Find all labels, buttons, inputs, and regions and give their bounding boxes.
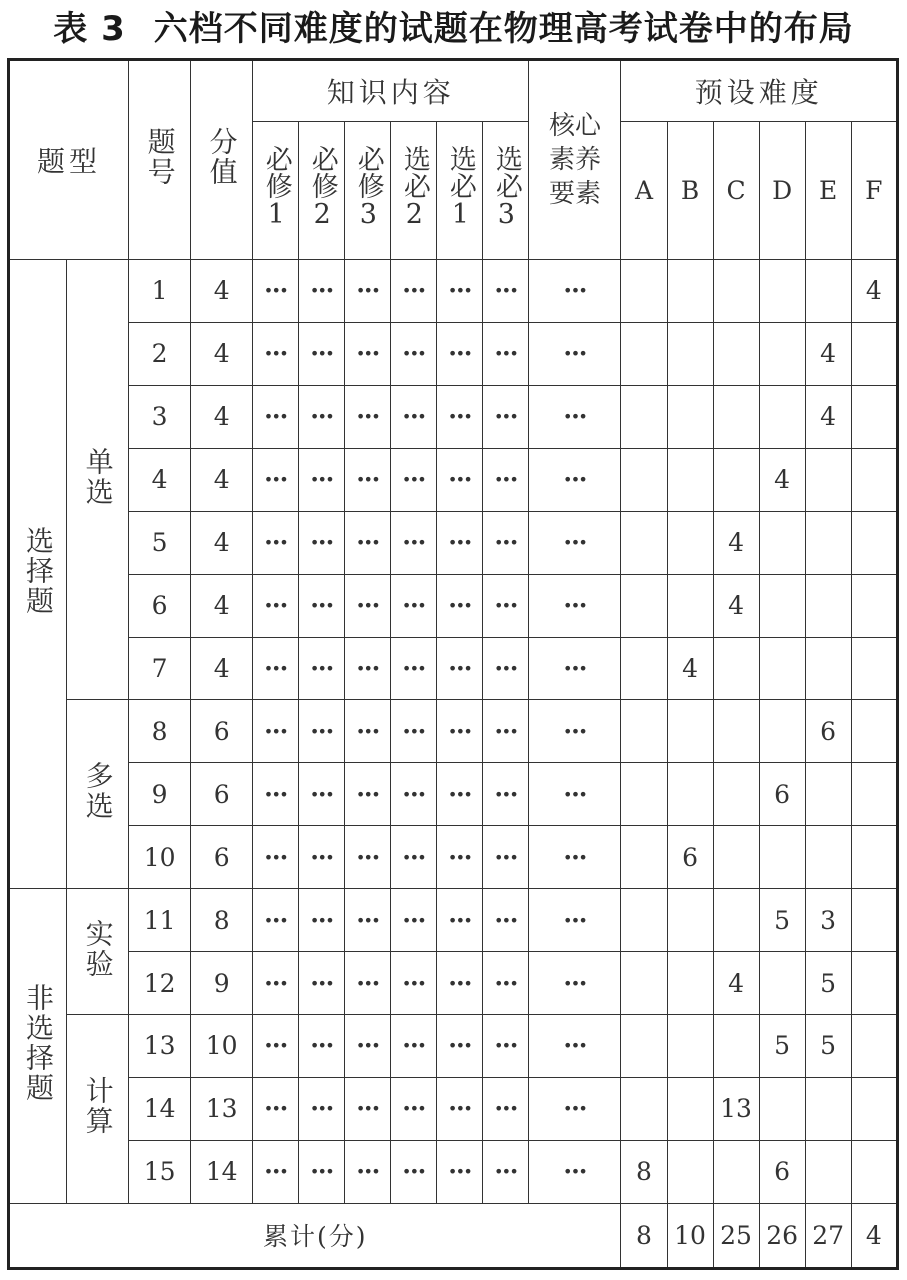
level-cell [667,700,713,763]
group-choice [9,259,67,888]
header-knowledge-1 [253,121,299,259]
table-row [9,637,898,700]
knowledge-cell: ··· [437,574,483,637]
core-cell: ··· [529,1015,621,1078]
level-cell: 4 [759,448,805,511]
core-cell: ··· [529,637,621,700]
knowledge-cell: ··· [299,1140,345,1203]
table-row [9,952,898,1015]
level-cell [759,574,805,637]
group-single-label: 单选 [81,446,115,507]
level-cell [621,322,667,385]
level-cell [621,637,667,700]
level-cell [621,889,667,952]
knowledge-cell: ··· [345,1077,391,1140]
knowledge-cell: ··· [483,322,529,385]
level-cell [667,448,713,511]
knowledge-cell: ··· [483,700,529,763]
table-row [9,574,898,637]
knowledge-cell: ··· [391,1077,437,1140]
group-experiment [67,889,129,1015]
level-cell [851,763,897,826]
knowledge-cell: ··· [437,889,483,952]
level-cell [713,889,759,952]
level-cell [759,1077,805,1140]
knowledge-cell: ··· [483,385,529,448]
knowledge-cell: ··· [253,700,299,763]
knowledge-cell: ··· [483,1140,529,1203]
question-score: 4 [191,259,253,322]
knowledge-col-label: 必修3 [352,144,384,230]
question-no: 9 [129,763,191,826]
question-no: 11 [129,889,191,952]
knowledge-cell: ··· [483,1077,529,1140]
question-no: 2 [129,322,191,385]
core-cell: ··· [529,322,621,385]
level-cell [621,826,667,889]
knowledge-cell: ··· [437,700,483,763]
knowledge-cell: ··· [299,511,345,574]
group-multi-label: 多选 [81,761,115,822]
knowledge-cell: ··· [345,1140,391,1203]
level-cell: 4 [713,511,759,574]
header-level-c: C [713,121,759,259]
knowledge-cell: ··· [483,952,529,1015]
knowledge-cell: ··· [253,259,299,322]
core-cell: ··· [529,259,621,322]
knowledge-cell: ··· [391,1015,437,1078]
table-body [9,60,898,1269]
core-cell: ··· [529,763,621,826]
knowledge-cell: ··· [437,259,483,322]
question-no: 12 [129,952,191,1015]
group-experiment-label: 实验 [81,918,115,979]
core-cell: ··· [529,1077,621,1140]
table-row [9,322,898,385]
question-no: 15 [129,1140,191,1203]
level-cell [759,511,805,574]
question-no: 13 [129,1015,191,1078]
table-row [9,1077,898,1140]
knowledge-cell: ··· [391,826,437,889]
knowledge-cell: ··· [253,1140,299,1203]
total-label: 累计(分) [9,1203,621,1268]
level-cell [805,637,851,700]
knowledge-cell: ··· [299,889,345,952]
level-cell [667,952,713,1015]
header-knowledge-3 [345,121,391,259]
knowledge-cell: ··· [391,700,437,763]
level-cell [805,1077,851,1140]
core-cell: ··· [529,511,621,574]
knowledge-cell: ··· [253,889,299,952]
knowledge-cell: ··· [391,385,437,448]
question-score: 13 [191,1077,253,1140]
core-cell: ··· [529,1140,621,1203]
question-no: 7 [129,637,191,700]
group-choice-label: 选择题 [22,526,56,617]
level-cell: 4 [713,574,759,637]
header-knowledge: 知识内容 [253,60,529,122]
knowledge-cell: ··· [391,889,437,952]
level-cell [805,1140,851,1203]
group-calc [67,1015,129,1204]
table-row [9,448,898,511]
level-cell: 4 [805,322,851,385]
question-score: 6 [191,763,253,826]
knowledge-cell: ··· [299,952,345,1015]
knowledge-cell: ··· [391,574,437,637]
knowledge-cell: ··· [299,322,345,385]
level-cell [713,700,759,763]
core-cell: ··· [529,448,621,511]
level-cell [667,574,713,637]
level-cell [851,700,897,763]
header-knowledge-2 [299,121,345,259]
level-cell: 6 [759,763,805,826]
knowledge-cell: ··· [391,259,437,322]
table-number: 表 3 [53,9,126,49]
level-cell [851,1140,897,1203]
table-row [9,826,898,889]
level-cell [713,1140,759,1203]
group-nonchoice [9,889,67,1204]
question-no: 1 [129,259,191,322]
question-score: 6 [191,700,253,763]
level-cell [759,700,805,763]
level-cell [713,637,759,700]
knowledge-cell: ··· [345,763,391,826]
group-calc-label: 计算 [81,1075,115,1136]
level-cell [667,763,713,826]
knowledge-col-label: 必修2 [306,144,338,230]
level-cell [759,637,805,700]
level-cell [759,259,805,322]
question-score: 10 [191,1015,253,1078]
level-cell: 6 [759,1140,805,1203]
level-cell [621,1015,667,1078]
knowledge-cell: ··· [345,385,391,448]
table-row [9,700,898,763]
level-cell [759,322,805,385]
knowledge-cell: ··· [345,511,391,574]
knowledge-cell: ··· [437,448,483,511]
knowledge-cell: ··· [483,889,529,952]
level-cell [851,1015,897,1078]
knowledge-cell: ··· [299,574,345,637]
level-cell [667,385,713,448]
question-score: 8 [191,889,253,952]
knowledge-cell: ··· [299,700,345,763]
knowledge-cell: ··· [345,700,391,763]
core-cell: ··· [529,574,621,637]
core-header-line: 素养 [548,144,601,175]
knowledge-cell: ··· [253,511,299,574]
level-cell [667,1140,713,1203]
knowledge-cell: ··· [391,637,437,700]
knowledge-cell: ··· [299,1077,345,1140]
level-cell [713,259,759,322]
knowledge-cell: ··· [345,259,391,322]
level-cell [621,448,667,511]
knowledge-cell: ··· [437,1077,483,1140]
level-cell [851,637,897,700]
total-value: 8 [621,1203,667,1268]
group-nonchoice-label: 非选择题 [22,982,56,1103]
knowledge-cell: ··· [437,385,483,448]
knowledge-cell: ··· [345,322,391,385]
level-cell [805,763,851,826]
knowledge-cell: ··· [483,259,529,322]
knowledge-cell: ··· [391,763,437,826]
question-score: 9 [191,952,253,1015]
core-cell: ··· [529,952,621,1015]
level-cell: 5 [805,1015,851,1078]
level-cell: 4 [713,952,759,1015]
knowledge-cell: ··· [299,385,345,448]
level-cell [667,1015,713,1078]
level-cell [667,1077,713,1140]
header-score: 分值 [191,60,253,260]
table-row [9,1140,898,1203]
knowledge-cell: ··· [299,826,345,889]
level-cell [851,889,897,952]
header-level-f: F [851,121,897,259]
table-row [9,385,898,448]
level-cell: 5 [759,1015,805,1078]
question-no: 5 [129,511,191,574]
knowledge-cell: ··· [483,637,529,700]
level-cell [621,763,667,826]
question-no: 10 [129,826,191,889]
knowledge-cell: ··· [253,826,299,889]
question-no: 14 [129,1077,191,1140]
core-cell: ··· [529,385,621,448]
knowledge-cell: ··· [299,1015,345,1078]
knowledge-cell: ··· [345,826,391,889]
knowledge-cell: ··· [345,952,391,1015]
knowledge-cell: ··· [437,1015,483,1078]
total-value: 25 [713,1203,759,1268]
question-score: 14 [191,1140,253,1203]
level-cell [851,448,897,511]
header-knowledge-6 [483,121,529,259]
question-no: 3 [129,385,191,448]
knowledge-cell: ··· [437,826,483,889]
header-level-d: D [759,121,805,259]
header-knowledge-4 [391,121,437,259]
level-cell: 3 [805,889,851,952]
total-value: 27 [805,1203,851,1268]
header-level-a: A [621,121,667,259]
knowledge-cell: ··· [253,385,299,448]
level-cell [667,322,713,385]
level-cell [713,448,759,511]
level-cell [759,826,805,889]
level-cell [851,322,897,385]
level-cell: 4 [851,259,897,322]
level-cell: 6 [805,700,851,763]
level-cell [805,826,851,889]
question-score: 4 [191,511,253,574]
level-cell [667,889,713,952]
knowledge-cell: ··· [299,259,345,322]
level-cell [713,1015,759,1078]
knowledge-cell: ··· [437,952,483,1015]
knowledge-cell: ··· [391,511,437,574]
group-multi [67,700,129,889]
level-cell [621,385,667,448]
core-cell: ··· [529,826,621,889]
group-single [67,259,129,699]
question-score: 4 [191,322,253,385]
header-level-b: B [667,121,713,259]
level-cell [759,952,805,1015]
question-score: 4 [191,448,253,511]
question-no: 6 [129,574,191,637]
question-score: 4 [191,637,253,700]
question-score: 6 [191,826,253,889]
level-cell: 8 [621,1140,667,1203]
knowledge-cell: ··· [345,448,391,511]
knowledge-col-label: 选必3 [490,144,522,230]
knowledge-cell: ··· [345,1015,391,1078]
question-no: 8 [129,700,191,763]
knowledge-cell: ··· [391,1140,437,1203]
knowledge-cell: ··· [437,511,483,574]
knowledge-cell: ··· [253,1015,299,1078]
header-question-no: 题号 [129,60,191,260]
level-cell [621,574,667,637]
level-cell [713,826,759,889]
core-cell: ··· [529,700,621,763]
question-no: 4 [129,448,191,511]
table-row [9,259,898,322]
knowledge-cell: ··· [345,574,391,637]
knowledge-col-label: 必修1 [260,144,292,230]
table-title [53,9,854,49]
level-cell: 5 [805,952,851,1015]
level-cell [851,826,897,889]
knowledge-cell: ··· [391,322,437,385]
level-cell: 4 [805,385,851,448]
knowledge-cell: ··· [253,448,299,511]
header-knowledge-5 [437,121,483,259]
level-cell [621,1077,667,1140]
knowledge-cell: ··· [483,448,529,511]
header-level-e: E [805,121,851,259]
level-cell: 13 [713,1077,759,1140]
knowledge-cell: ··· [437,322,483,385]
level-cell [805,448,851,511]
knowledge-cell: ··· [299,763,345,826]
level-cell [805,574,851,637]
table-row [9,889,898,952]
knowledge-cell: ··· [253,1077,299,1140]
title-bar [0,0,907,58]
knowledge-col-label: 选必2 [398,144,430,230]
knowledge-cell: ··· [253,763,299,826]
core-cell: ··· [529,889,621,952]
table-row [9,1015,898,1078]
level-cell: 5 [759,889,805,952]
level-cell [667,259,713,322]
knowledge-cell: ··· [253,574,299,637]
level-cell [805,511,851,574]
knowledge-cell: ··· [253,322,299,385]
knowledge-cell: ··· [483,574,529,637]
level-cell [621,952,667,1015]
knowledge-cell: ··· [391,448,437,511]
knowledge-cell: ··· [483,511,529,574]
core-header-line: 核心 [548,110,601,141]
knowledge-cell: ··· [299,448,345,511]
knowledge-cell: ··· [483,763,529,826]
knowledge-col-label: 选必1 [444,144,476,230]
level-cell [713,322,759,385]
knowledge-cell: ··· [437,637,483,700]
total-value: 10 [667,1203,713,1268]
knowledge-cell: ··· [391,952,437,1015]
level-cell [851,952,897,1015]
level-cell [667,511,713,574]
knowledge-cell: ··· [253,637,299,700]
header-row-1 [9,60,898,122]
core-header-line: 要素 [548,178,601,209]
level-cell [759,385,805,448]
header-question-type: 题型 [9,60,129,260]
level-cell [621,700,667,763]
level-cell [805,259,851,322]
header-difficulty: 预设难度 [621,60,898,122]
knowledge-cell: ··· [483,826,529,889]
knowledge-cell: ··· [437,763,483,826]
question-score: 4 [191,574,253,637]
knowledge-cell: ··· [437,1140,483,1203]
level-cell [621,511,667,574]
header-core [529,60,621,260]
level-cell: 6 [667,826,713,889]
knowledge-cell: ··· [253,952,299,1015]
total-row [9,1203,898,1268]
level-cell [713,385,759,448]
knowledge-cell: ··· [299,637,345,700]
table-row [9,763,898,826]
level-cell [851,574,897,637]
knowledge-cell: ··· [345,889,391,952]
knowledge-cell: ··· [483,1015,529,1078]
table-caption: 六档不同难度的试题在物理高考试卷中的布局 [153,9,854,49]
level-cell: 4 [667,637,713,700]
level-cell [621,259,667,322]
question-score: 4 [191,385,253,448]
knowledge-cell: ··· [345,637,391,700]
difficulty-layout-table [7,58,899,1270]
total-value: 4 [851,1203,897,1268]
total-value: 26 [759,1203,805,1268]
level-cell [851,511,897,574]
table-row [9,511,898,574]
level-cell [851,1077,897,1140]
level-cell [851,385,897,448]
level-cell [713,763,759,826]
